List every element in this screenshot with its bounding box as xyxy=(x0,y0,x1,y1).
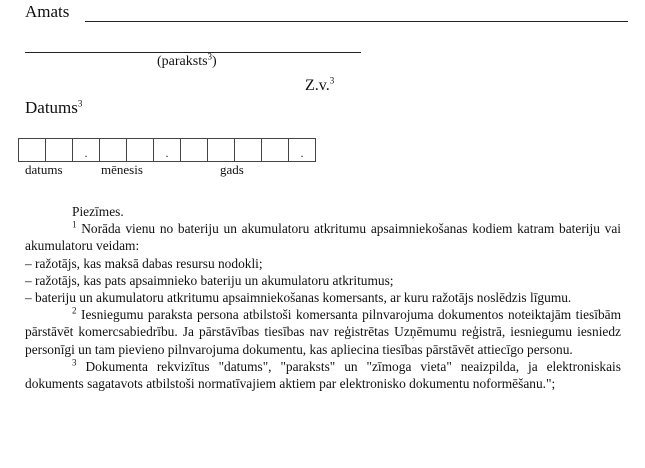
note-1: $^1$ Norāda vienu no bateriju un akumulatoru atkritumu apsaimniekošanas kodiem katram bateriju vai akumulatoru veidam: xyxy=(25,219,621,254)
notes-title: Piezīmes. xyxy=(72,204,124,219)
footnote-mark: 3 xyxy=(77,98,83,109)
signature-line xyxy=(25,52,361,53)
date-label-year: gads xyxy=(220,162,244,177)
date-cell xyxy=(208,139,235,162)
date-grid xyxy=(18,138,316,162)
seal-place-label: Z.v.$^3$ xyxy=(305,75,335,94)
date-cell: . xyxy=(289,139,316,162)
date-label-month: mēnesis xyxy=(101,162,143,177)
signature-caption: (paraksts$^3$) xyxy=(157,51,217,69)
footnote-mark: 1 xyxy=(72,219,77,230)
date-cell xyxy=(100,139,127,162)
date-cell xyxy=(235,139,262,162)
footnote-mark: 3 xyxy=(329,75,335,86)
date-cell xyxy=(181,139,208,162)
footnote-mark: 2 xyxy=(72,305,77,316)
date-label-day: datums xyxy=(25,162,63,177)
footnote-mark: 3 xyxy=(72,357,77,368)
position-field-line xyxy=(85,21,628,22)
date-cell xyxy=(19,139,46,162)
notes-section xyxy=(25,203,621,392)
footnote-mark: 3 xyxy=(207,51,213,62)
position-label: Amats xyxy=(25,2,70,21)
date-title: Datums$^3$ xyxy=(25,98,83,117)
note-1-item: – ražotājs, kas pats apsaimnieko bateriju un akumulatoru atkritumus; xyxy=(25,272,394,288)
date-cell xyxy=(262,139,289,162)
date-cell xyxy=(127,139,154,162)
note-2: $^2$ Iesniegumu paraksta persona atbilstoši komersanta pilnvarojuma dokumentos noteiktajām tiesībām pārstāvēt komercsabiedrību. Ja pārstāvības tiesības nav reģistrētas Uzņēmumu reģistrā, iesniegumu iesniedz personīgi un tam pievieno pilnvarojuma dokumentu, kas apliecina tiesības pārstāvēt attiecīgo personu. xyxy=(25,305,621,357)
date-cell xyxy=(46,139,73,162)
note-1-item: – bateriju un akumulatoru atkritumu apsaimniekošanas komersants, ar kuru ražotājs noslēdzis līgumu. xyxy=(25,290,572,306)
note-1-item: – ražotājs, kas maksā dabas resursu nodokli; xyxy=(25,255,263,271)
note-3: $^3$ Dokumenta rekvizītus "datums", "paraksts" un "zīmoga vieta" neaizpilda, ja elektroniskais dokuments sagatavots atbilstoši normatīvajiem aktiem par elektronisko dokumentu noformēšanu."; xyxy=(25,357,621,392)
date-cell: . xyxy=(154,139,181,162)
date-cell: . xyxy=(73,139,100,162)
